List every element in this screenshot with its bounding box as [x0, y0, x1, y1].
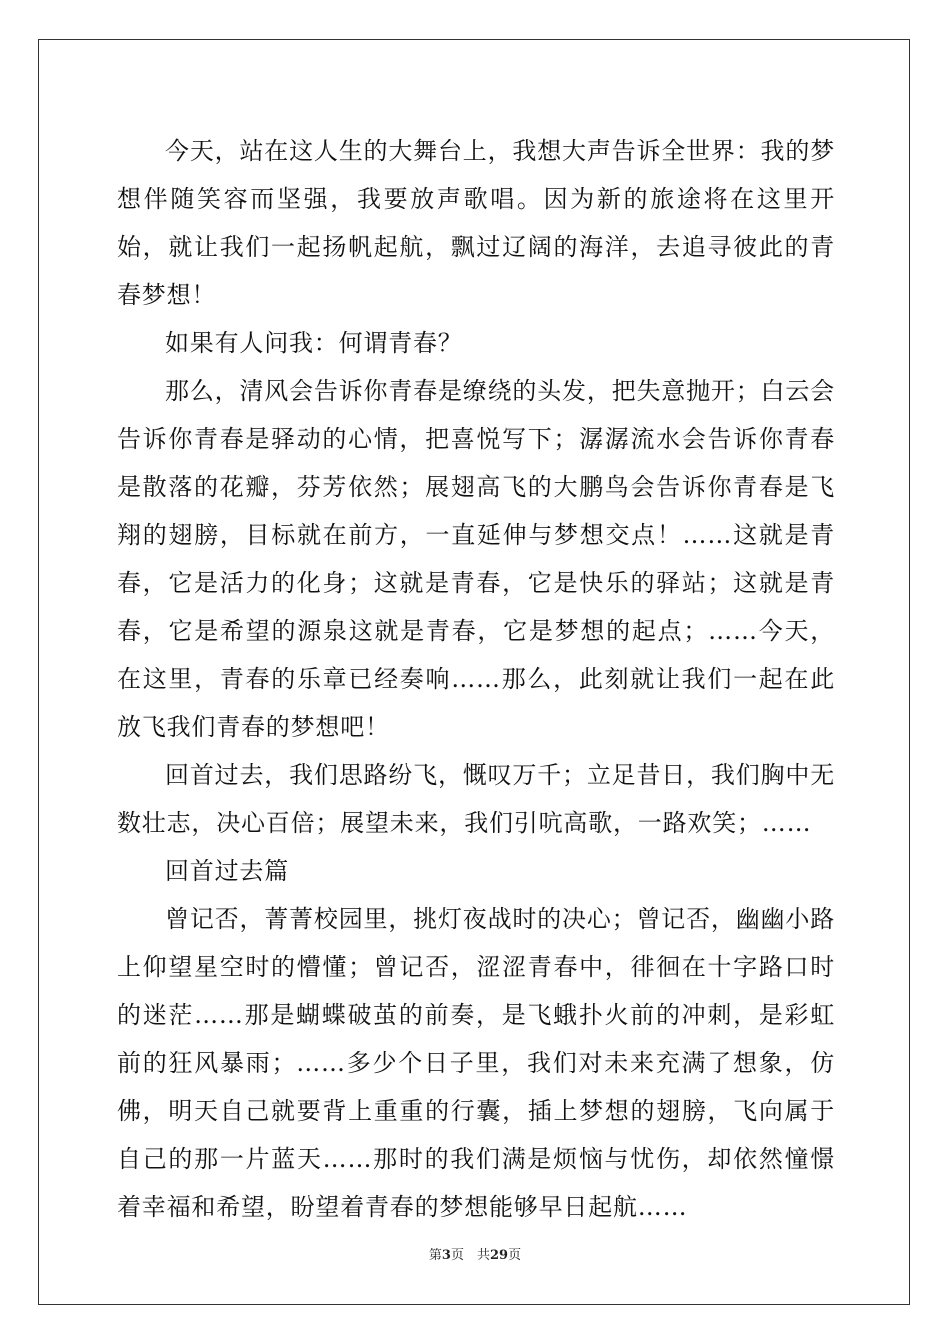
footer-suffix: 页	[508, 1248, 522, 1263]
page-footer	[0, 1244, 950, 1263]
paragraph: 如果有人问我：何谓青春？	[165, 329, 463, 357]
section-heading: 回首过去篇	[165, 857, 289, 885]
footer-prefix: 第	[428, 1248, 442, 1263]
paragraph: 回首过去，我们思路纷飞，慨叹万千；立足昔日，我们胸中无数壮志，决心百倍；展望未来，我们引吭高歌，一路欢笑；……	[117, 761, 835, 837]
footer-mid: 页 共	[450, 1248, 490, 1263]
current-page-number: 3	[441, 1248, 451, 1263]
paragraph: 今天，站在这人生的大舞台上，我想大声告诉全世界：我的梦想伴随笑容而坚强，我要放声歌唱。因为新的旅途将在这里开始，就让我们一起扬帆起航，飘过辽阔的海洋，去追寻彼此的青春梦想！	[117, 137, 835, 309]
document-body	[117, 127, 835, 1231]
total-page-count: 29	[489, 1248, 509, 1263]
paragraph: 曾记否，菁菁校园里，挑灯夜战时的决心；曾记否，幽幽小路上仰望星空时的懵懂；曾记否，涩涩青春中，徘徊在十字路口时的迷茫……那是蝴蝶破茧的前奏，是飞蛾扑火前的冲刺，是彩虹前的狂风暴雨；……多少个日子里，我们对未来充满了想象，仿佛，明天自己就要背上重重的行囊，插上梦想的翅膀，飞向属于自己的那一片蓝天……那时的我们满是烦恼与忧伤，却依然憧憬着幸福和希望，盼望着青春的梦想能够早日起航……	[117, 905, 835, 1221]
paragraph: 那么，清风会告诉你青春是缭绕的头发，把失意抛开；白云会告诉你青春是驿动的心情，把喜悦写下；潺潺流水会告诉你青春是散落的花瓣，芬芳依然；展翅高飞的大鹏鸟会告诉你青春是飞翔的翅膀，目标就在前方，一直延伸与梦想交点！……这就是青春，它是活力的化身；这就是青春，它是快乐的驿站；这就是青春，它是希望的源泉这就是青春，它是梦想的起点；……今天，在这里，青春的乐章已经奏响……那么，此刻就让我们一起在此放飞我们青春的梦想吧！	[117, 377, 835, 741]
